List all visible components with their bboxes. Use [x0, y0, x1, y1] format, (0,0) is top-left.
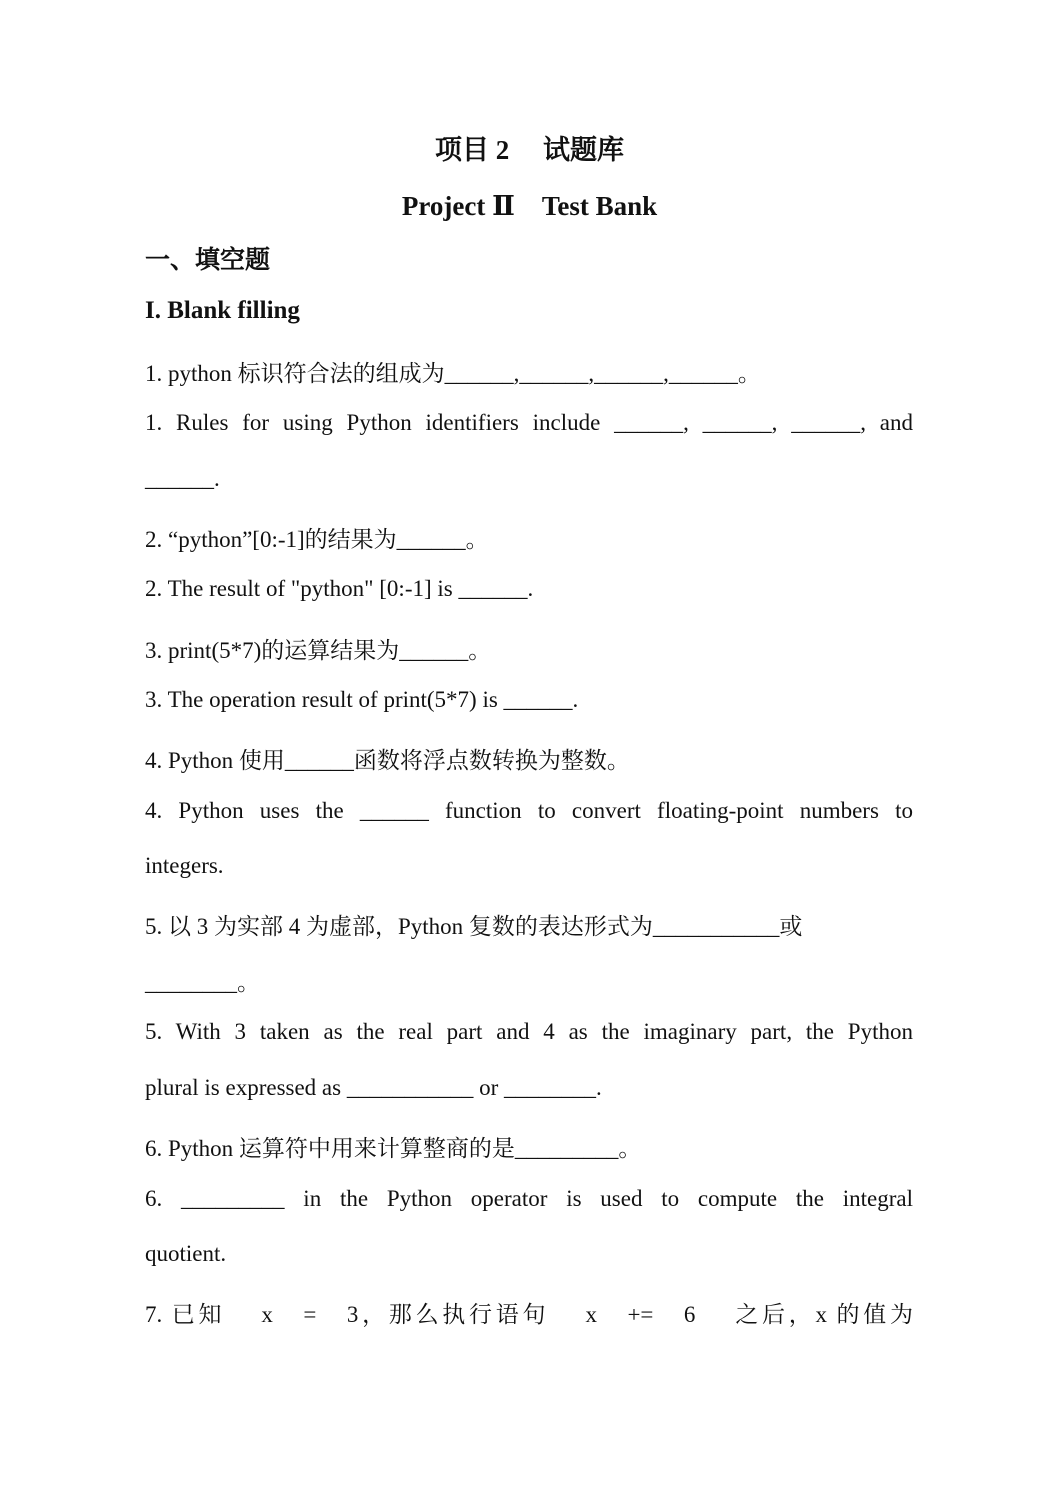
question-3-en: 3. The operation result of print(5*7) is ______. — [145, 687, 579, 712]
question-4-cn: 4. Python 使用______函数将浮点数转换为整数。 — [145, 748, 630, 773]
section-heading-english: I. Blank filling — [145, 297, 300, 324]
question-5-cn: 5. 以 3 为实部 4 为虚部，Python 复数的表达形式为___________或 — [145, 914, 803, 939]
question-6-cn: 6. Python 运算符中用来计算整商的是_________。 — [145, 1136, 642, 1161]
question-5-cn-continued: ________。 — [145, 970, 260, 995]
question-4-en: 4. Python uses the ______ function to convert floating-point numbers to — [145, 798, 913, 823]
question-1-en: 1. Rules for using Python identifiers include ______, ______, ______, and — [145, 410, 913, 435]
page-title-chinese: 项目 2 试题库 — [435, 135, 624, 165]
section-heading-chinese: 一、填空题 — [145, 247, 271, 274]
question-2-cn: 2. “python”[0:-1]的结果为______。 — [145, 527, 489, 552]
question-5-en: 5. With 3 taken as the real part and 4 as the imaginary part, the Python — [145, 1019, 913, 1044]
question-2-en: 2. The result of "python" [0:-1] is ______. — [145, 576, 534, 601]
question-4-en-continued: integers. — [145, 853, 224, 878]
question-1-cn: 1. python 标识符合法的组成为______,______,______,______。 — [145, 361, 761, 386]
page-title-english: Project Ⅱ Test Bank — [401, 191, 658, 221]
question-6-en: 6. _________ in the Python operator is used to compute the integral — [145, 1186, 913, 1211]
question-1-en-continued: ______. — [145, 466, 220, 491]
question-7-cn: 7. 已知 x = 3，那么执行语句 x += 6 之后，x 的值为 — [145, 1302, 913, 1327]
question-5-en-continued: plural is expressed as ___________ or ________. — [145, 1075, 602, 1100]
question-6-en-continued: quotient. — [145, 1241, 227, 1266]
question-3-cn: 3. print(5*7)的运算结果为______。 — [145, 638, 492, 663]
